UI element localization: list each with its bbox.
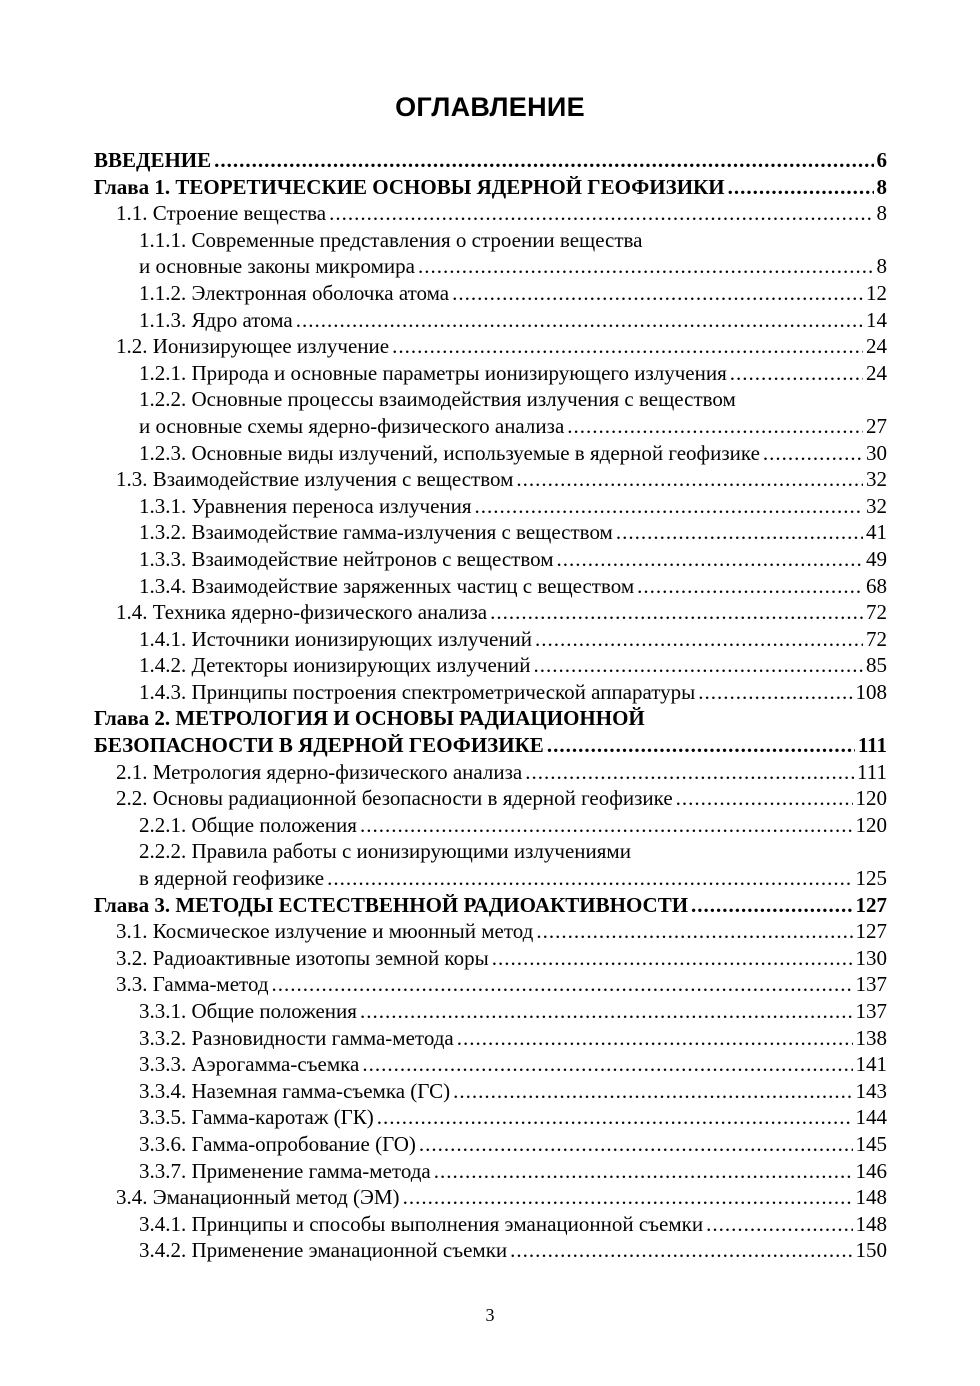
dot-leader (490, 599, 863, 626)
dot-leader (547, 732, 855, 759)
dot-leader (492, 945, 853, 972)
dot-leader (557, 546, 863, 573)
toc-entry-title: 1.4.3. Принципы построения спектрометрической аппаратуры (139, 679, 696, 704)
toc-entry-title: 1.2. Ионизирующее излучение (116, 334, 390, 359)
toc-entry (94, 1078, 887, 1105)
dot-leader (403, 1184, 853, 1211)
toc-entry (94, 599, 887, 626)
toc-entry-page: 120 (855, 786, 887, 811)
toc-entry-page: 49 (866, 546, 887, 571)
dot-leader (360, 998, 853, 1025)
toc-entry (94, 785, 887, 812)
page-number: 3 (485, 1305, 495, 1325)
toc-entry (94, 705, 887, 758)
toc-entry-title: 1.3.3. Взаимодействие нейтронов с веществом (139, 546, 554, 571)
dot-leader (676, 785, 853, 812)
toc-entry-title: Глава 2. МЕТРОЛОГИЯ И ОСНОВЫ РАДИАЦИОННОЙ (94, 706, 645, 731)
toc-entry (94, 759, 887, 786)
toc-entry-page: 72 (866, 600, 887, 625)
toc-entry-title: 3.3.5. Гамма-каротаж (ГК) (139, 1105, 374, 1130)
dot-leader (296, 307, 863, 334)
toc-entry-page: 148 (855, 1211, 887, 1236)
toc-entry (94, 307, 887, 334)
toc-entry-page: 111 (857, 759, 887, 784)
toc-entry (94, 812, 887, 839)
toc-entry-title: 3.3.4. Наземная гамма-съемка (ГС) (139, 1078, 451, 1103)
toc-entry-title: 1.3.1. Уравнения переноса излучения (139, 493, 472, 518)
toc-entry (94, 200, 887, 227)
toc-entry-title: 1.4.1. Источники ионизирующих излучений (139, 626, 533, 651)
dot-leader (419, 1131, 853, 1158)
toc-entry (94, 1025, 887, 1052)
toc-entry-title: 1.4. Техника ядерно-физического анализа (116, 600, 488, 625)
toc-entry-title: Глава 3. МЕТОДЫ ЕСТЕСТВЕННОЙ РАДИОАКТИВНОСТИ (94, 892, 689, 917)
toc-entry-page: 12 (866, 280, 887, 305)
toc-entry-page: 41 (866, 520, 887, 545)
dot-leader (763, 440, 863, 467)
toc-entry-title: 3.1. Космическое излучение и мюонный метод (116, 919, 534, 944)
toc-entry (94, 652, 887, 679)
dot-leader (730, 360, 863, 387)
toc-entry-title: 1.1.2. Электронная оболочка атома (139, 280, 450, 305)
toc-entry-title: 3.4. Эманационный метод (ЭМ) (116, 1185, 400, 1210)
toc-entry-title: 3.4.2. Применение эманационной съемки (139, 1238, 508, 1263)
toc-entry (94, 333, 887, 360)
dot-leader (616, 519, 863, 546)
toc-entry-title: Глава 1. ТЕОРЕТИЧЕСКИЕ ОСНОВЫ ЯДЕРНОЙ ГЕОФИЗИКИ (94, 174, 725, 199)
toc-entry-title: 2.2. Основы радиационной безопасности в ядерной геофизике (116, 786, 673, 811)
toc-entry-title: 3.3.3. Аэрогамма-съемка (139, 1052, 360, 1077)
toc-entry (94, 519, 887, 546)
toc-entry-title: 2.1. Метрология ядерно-физического анализа (116, 759, 523, 784)
toc-entry (94, 174, 887, 201)
toc-entry-page: 120 (855, 812, 887, 837)
toc-entry-page: 125 (855, 866, 887, 891)
toc-entry-title: 1.3.4. Взаимодействие заряженных частиц с веществом (139, 573, 635, 598)
toc-entry-title: 2.2.1. Общие положения (139, 812, 357, 837)
toc-entry-page: 72 (866, 626, 887, 651)
toc-entry (94, 573, 887, 600)
toc-entry-page: 8 (876, 254, 887, 279)
toc-entry-page: 138 (855, 1025, 887, 1050)
dot-leader (536, 918, 852, 945)
toc-entry (94, 147, 887, 174)
toc-entry (94, 1211, 887, 1238)
toc-entry-page: 24 (866, 360, 887, 385)
toc-entry (94, 466, 887, 493)
toc-entry (94, 1184, 887, 1211)
dot-leader (698, 679, 852, 706)
toc-entry-title: 1.1.1. Современные представления о строении вещества (139, 227, 643, 252)
toc-entry (94, 1131, 887, 1158)
dot-leader (453, 1078, 852, 1105)
toc-entry (94, 360, 887, 387)
toc-entry-page: 14 (866, 307, 887, 332)
dot-leader (525, 759, 854, 786)
toc-entry-page: 68 (866, 573, 887, 598)
dot-leader (327, 865, 852, 892)
page-title: ОГЛАВЛЕНИЕ (395, 92, 585, 122)
toc-entry-title: 1.2.1. Природа и основные параметры ионизирующего излучения (139, 360, 727, 385)
toc-entry-page: 150 (855, 1238, 887, 1263)
toc-entry-page: 127 (855, 892, 887, 917)
toc-entry-page: 145 (855, 1131, 887, 1156)
dot-leader (457, 1025, 853, 1052)
toc-entry-title-continued: и основные законы микромира (139, 254, 415, 279)
toc-entry-page: 27 (866, 413, 887, 438)
toc-entry (94, 626, 887, 653)
toc-entry-page: 144 (855, 1105, 887, 1130)
toc-entry-page: 143 (855, 1078, 887, 1103)
toc-entry-page: 108 (855, 679, 887, 704)
toc-entry (94, 679, 887, 706)
toc-entry (94, 493, 887, 520)
toc-entry-title: 3.4.1. Принципы и способы выполнения эманационной съемки (139, 1211, 704, 1236)
toc-entry-page: 137 (855, 999, 887, 1023)
toc-entry-title-continued: в ядерной геофизике (139, 866, 325, 891)
toc-entry-page: 130 (855, 945, 887, 970)
toc-entry-page: 137 (855, 972, 887, 997)
toc-entry (94, 971, 887, 998)
toc-entry-page: 148 (855, 1185, 887, 1210)
toc-entry-title: 1.2.2. Основные процессы взаимодействия излучения с веществом (139, 387, 736, 412)
dot-leader (392, 333, 863, 360)
dot-leader (728, 174, 874, 201)
toc-entry (94, 1237, 887, 1264)
toc-entry-page: 32 (866, 467, 887, 492)
toc-entry-title-continued: и основные схемы ядерно-физического анализа (139, 413, 565, 438)
toc-entry (94, 227, 887, 280)
toc-entry-page: 24 (866, 334, 887, 359)
toc-entry-page: 6 (876, 148, 887, 172)
toc-entry-page: 30 (866, 440, 887, 465)
dot-leader (535, 626, 863, 653)
toc-entry (94, 892, 887, 919)
dot-leader (567, 413, 863, 440)
dot-leader (434, 1158, 853, 1185)
dot-leader (691, 892, 852, 919)
toc-entry (94, 918, 887, 945)
table-of-contents (94, 147, 887, 1264)
toc-entry-title: 1.4.2. Детекторы ионизирующих излучений (139, 653, 531, 678)
toc-entry (94, 546, 887, 573)
toc-entry-title: 3.3.7. Применение гамма-метода (139, 1158, 431, 1183)
toc-entry (94, 386, 887, 439)
toc-entry-title: 3.3.1. Общие положения (139, 999, 357, 1023)
toc-entry (94, 440, 887, 467)
dot-leader (452, 280, 863, 307)
toc-entry-page: 32 (866, 493, 887, 518)
dot-leader (362, 1051, 852, 1078)
toc-entry (94, 998, 887, 1025)
toc-entry-title-continued: БЕЗОПАСНОСТИ В ЯДЕРНОЙ ГЕОФИЗИКЕ (94, 733, 544, 758)
toc-entry-page: 141 (855, 1052, 887, 1077)
toc-entry-title: 1.3.2. Взаимодействие гамма-излучения с веществом (139, 520, 613, 545)
dot-leader (534, 652, 863, 679)
dot-leader (360, 812, 853, 839)
toc-entry (94, 1158, 887, 1185)
dot-leader (272, 971, 853, 998)
toc-entry-title: 3.2. Радиоактивные изотопы земной коры (116, 945, 489, 970)
toc-entry-page: 111 (857, 733, 887, 758)
dot-leader (214, 147, 873, 174)
toc-entry (94, 280, 887, 307)
toc-entry (94, 1051, 887, 1078)
toc-entry-title: ВВЕДЕНИЕ (94, 148, 212, 172)
dot-leader (510, 1237, 852, 1264)
dot-leader (329, 200, 873, 227)
dot-leader (516, 466, 863, 493)
dot-leader (637, 573, 863, 600)
toc-entry-title: 3.3. Гамма-метод (116, 972, 269, 997)
toc-entry-title: 3.3.6. Гамма-опробование (ГО) (139, 1131, 416, 1156)
toc-entry-title: 1.2.3. Основные виды излучений, используемые в ядерной геофизике (139, 440, 760, 465)
dot-leader (418, 253, 874, 280)
toc-entry-page: 127 (855, 919, 887, 944)
toc-entry-title: 1.1. Строение вещества (116, 201, 327, 226)
toc-entry-page: 8 (876, 201, 887, 226)
toc-entry-title: 3.3.2. Разновидности гамма-метода (139, 1025, 454, 1050)
toc-entry (94, 838, 887, 891)
toc-entry (94, 1104, 887, 1131)
toc-entry-page: 8 (876, 174, 887, 199)
toc-entry-page: 85 (866, 653, 887, 678)
toc-entry-title: 1.3. Взаимодействие излучения с веществом (116, 467, 514, 492)
dot-leader (377, 1104, 853, 1131)
dot-leader (475, 493, 863, 520)
toc-entry-title: 1.1.3. Ядро атома (139, 307, 293, 332)
toc-entry-title: 2.2.2. Правила работы с ионизирующими излучениями (139, 839, 631, 864)
dot-leader (706, 1211, 852, 1238)
toc-entry (94, 945, 887, 972)
toc-entry-page: 146 (855, 1158, 887, 1183)
